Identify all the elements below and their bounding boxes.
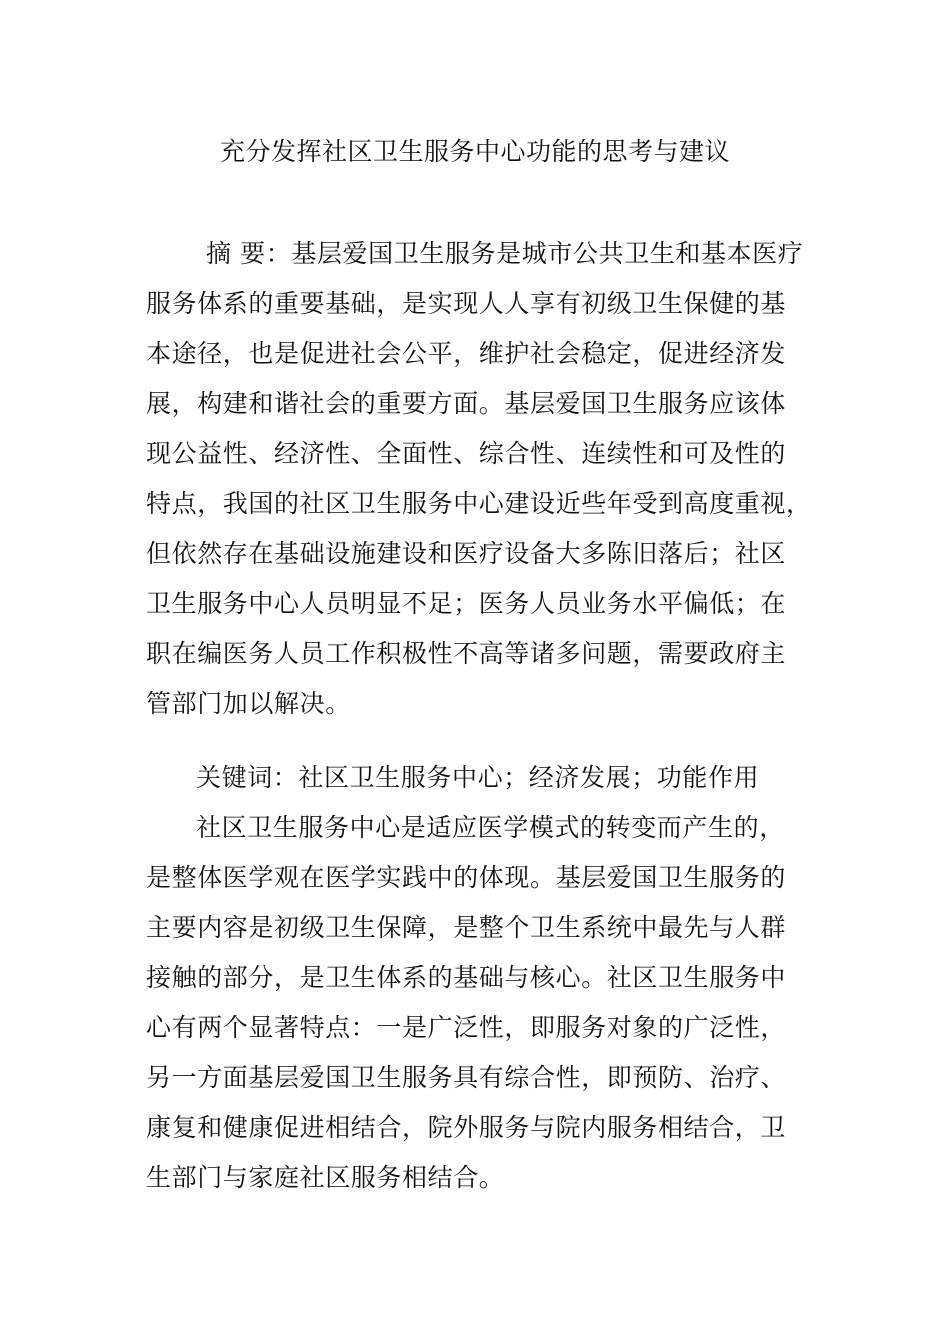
abstract-line: 管部门加以解决。 — [146, 689, 351, 718]
keywords-line: 关键词：社区卫生服务中心；经济发展；功能作用 — [196, 763, 760, 792]
abstract-line: 特点，我国的社区卫生服务中心建设近些年受到高度重视， — [146, 489, 812, 518]
abstract-line: 摘 要：基层爱国卫生服务是城市公共卫生和基本医疗 — [206, 239, 804, 268]
body-line: 接触的部分，是卫生体系的基础与核心。社区卫生服务中 — [146, 963, 787, 992]
abstract-line: 职在编医务人员工作积极性不高等诸多问题，需要政府主 — [146, 639, 787, 668]
abstract-line: 现公益性、经济性、全面性、综合性、连续性和可及性的 — [146, 439, 787, 468]
body-line: 主要内容是初级卫生保障，是整个卫生系统中最先与人群 — [146, 913, 787, 942]
body-line: 康复和健康促进相结合，院外服务与院内服务相结合，卫 — [146, 1113, 787, 1142]
abstract-line: 服务体系的重要基础，是实现人人享有初级卫生保健的基 — [146, 289, 787, 318]
document-title: 充分发挥社区卫生服务中心功能的思考与建议 — [219, 137, 730, 166]
abstract-line: 展，构建和谐社会的重要方面。基层爱国卫生服务应该体 — [146, 389, 787, 418]
body-line: 生部门与家庭社区服务相结合。 — [146, 1163, 505, 1192]
abstract-line: 本途径，也是促进社会公平，维护社会稳定，促进经济发 — [146, 339, 787, 368]
body-line: 另一方面基层爱国卫生服务具有综合性，即预防、治疗、 — [146, 1063, 787, 1092]
body-line: 心有两个显著特点：一是广泛性，即服务对象的广泛性， — [146, 1013, 787, 1042]
abstract-line: 卫生服务中心人员明显不足；医务人员业务水平偏低；在 — [146, 589, 787, 618]
body-line: 社区卫生服务中心是适应医学模式的转变而产生的， — [196, 813, 785, 842]
abstract-line: 但依然存在基础设施建设和医疗设备大多陈旧落后；社区 — [146, 539, 787, 568]
body-line: 是整体医学观在医学实践中的体现。基层爱国卫生服务的 — [146, 863, 787, 892]
